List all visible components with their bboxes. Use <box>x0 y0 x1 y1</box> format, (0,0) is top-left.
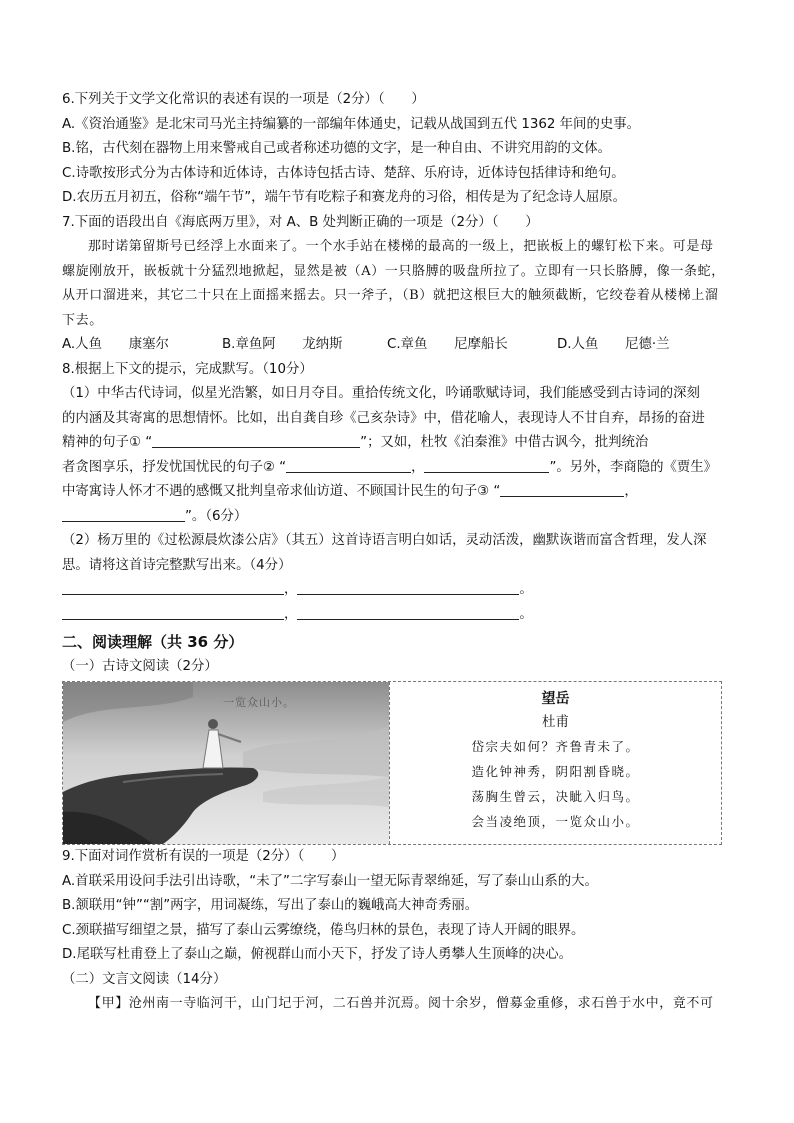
q8-p1-line-3: 精神的句子① “ ”；又如，杜牧《泊秦淮》中借古讽今，批判统治 <box>62 435 649 450</box>
poem-line-1: 岱宗夫如何？齐鲁青未了。 <box>471 739 640 754</box>
q8-stem: 8.根据上下文的提示，完成默写。（10分） <box>62 361 313 377</box>
q7-passage-line-2: 螺旋刚放开，嵌板就十分猛烈地掀起，显然是被（A）一只胳膊的吸盘所拉了。立即有一只长胳膊，像一条蛇， <box>62 263 725 279</box>
poem-line-2: 造化钟神秀，阴阳割昏晓。 <box>471 764 640 779</box>
q7-options <box>62 333 740 358</box>
q8-p1-line-4: 者贪图享乐，抒发忧国忧民的句子② “ ， ”。另外，李商隐的《贾生》 <box>62 459 718 475</box>
q6-option-a: A.《资治通鉴》是北宋司马光主持编纂的一部编年体通史，记载从战国到五代 1362 年间的史事。 <box>62 116 641 132</box>
q6-option-b: B.铭，古代刻在器物上用来警戒自己或者称述功德的文字，是一种自由、不讲究用韵的文体。 <box>62 141 612 156</box>
poem-blank-3[interactable] <box>62 605 284 620</box>
q6-option-d: D.农历五月初五，俗称“端午节”，端午节有吃粽子和赛龙舟的习俗，相传是为了纪念诗人屈原。 <box>62 190 627 205</box>
image-caption: 一览众山小。 <box>223 696 295 709</box>
q8-poem-blank-row-2: ， 。 <box>62 603 740 628</box>
classical-passage-jia: 【甲】沧州南一寺临河干，山门圮于河，二石兽并沉焉。阅十余岁，僧募金重修，求石兽于水中，竟不可 <box>88 995 714 1011</box>
subsection-2-title: （二）文言文阅读（14分） <box>62 971 227 987</box>
answer-blank-2a[interactable] <box>286 458 411 473</box>
q7-passage-line-3: 从开口溜进来，其它二十只在上面摇来摇去。只一斧子，（B）就把这根巨大的触须截断，它绞卷着从楼梯上溜 <box>62 288 719 303</box>
poem-blank-2[interactable] <box>297 580 519 595</box>
exam-page <box>62 88 740 1016</box>
q9-option-c: C.颈联描写细望之景，描写了泰山云雾缭绕，倦鸟归林的景色，表现了诗人开阔的眼界。 <box>62 922 585 938</box>
answer-blank-1[interactable] <box>152 433 360 448</box>
poem-text <box>390 682 721 844</box>
q7-option-b: B.章鱼阿 龙纳斯 <box>222 337 343 352</box>
poem-blank-1[interactable] <box>62 580 284 595</box>
poem-box <box>62 681 722 845</box>
section-2-title: 二、阅读理解（共 36 分） <box>62 633 244 651</box>
q7-option-c: C.章鱼 尼摩船长 <box>387 337 508 352</box>
q8-p1-line-1: （1）中华古代诗词，似星光浩繁，如日月夺目。重拾传统文化，吟诵歌赋诗词，我们能感受到古诗词的深刻 <box>62 386 700 401</box>
q8-poem-blank-row-1: ， 。 <box>62 578 740 603</box>
q7-stem: 7.下面的语段出自《海底两万里》，对 A、B 处判断正确的一项是（2分）（ ） <box>62 214 539 230</box>
q8-p1-line-2: 的内涵及其寄寓的思想情怀。比如，出自龚自珍《己亥杂诗》中，借花喻人，表现诗人不甘自弃，昂扬的奋进 <box>62 410 705 426</box>
answer-blank-2b[interactable] <box>424 458 549 473</box>
q8-p2-line-1: （2）杨万里的《过松源晨炊漆公店》（其五）这首诗语言明白如话，灵动活泼，幽默诙谐而富含哲理，发人深 <box>62 533 707 548</box>
answer-blank-3a[interactable] <box>500 482 624 497</box>
poem-line-3: 荡胸生曾云，决眦入归鸟。 <box>471 789 640 804</box>
q6-stem: 6.下列关于文学文化常识的表述有误的一项是（2分）（ ） <box>62 92 425 107</box>
q7-option-a: A.人鱼 康塞尔 <box>62 337 169 352</box>
q8-p1-line-6: ”。（6分） <box>62 505 740 530</box>
q9-option-a: A.首联采用设问手法引出诗歌，“未了”二字写泰山一望无际青翠绵延，写了泰山山系的大。 <box>62 873 598 889</box>
q7-passage-line-4: 下去。 <box>62 312 103 328</box>
poem-line-4: 会当凌绝顶，一览众山小。 <box>471 814 640 829</box>
poem-title: 望岳 <box>541 691 570 707</box>
answer-blank-3b[interactable] <box>62 507 185 522</box>
q9-stem: 9.下面对词作赏析有误的一项是（2分）（ ） <box>62 849 345 864</box>
q8-p1-line-5: 中寄寓诗人怀才不遇的感慨又批判皇帝求仙访道、不顾国计民生的句子③ “ ， <box>62 484 638 499</box>
q9-option-b: B.颔联用“钟”“割”两字，用词凝练，写出了泰山的巍峨高大神奇秀丽。 <box>62 898 479 913</box>
q7-passage-line-1: 那时诺第留斯号已经浮上水面来了。一个水手站在楼梯的最高的一级上，把嵌板上的螺钉松下来。可是母 <box>88 239 714 254</box>
poem-blank-4[interactable] <box>297 605 519 620</box>
subsection-1-title: （一）古诗文阅读（2分） <box>62 659 218 674</box>
q6-option-c: C.诗歌按形式分为古体诗和近体诗，古体诗包括古诗、楚辞、乐府诗，近体诗包括律诗和绝句。 <box>62 165 625 181</box>
q7-option-d: D.人鱼 尼德·兰 <box>557 337 670 352</box>
q8-p2-line-2: 思。请将这首诗完整默写出来。（4分） <box>62 557 292 573</box>
q9-option-d: D.尾联写杜甫登上了泰山之巅，俯视群山而小天下，抒发了诗人勇攀人生顶峰的决心。 <box>62 947 573 962</box>
poem-author: 杜甫 <box>542 714 569 730</box>
ink-painting-image <box>63 682 390 844</box>
